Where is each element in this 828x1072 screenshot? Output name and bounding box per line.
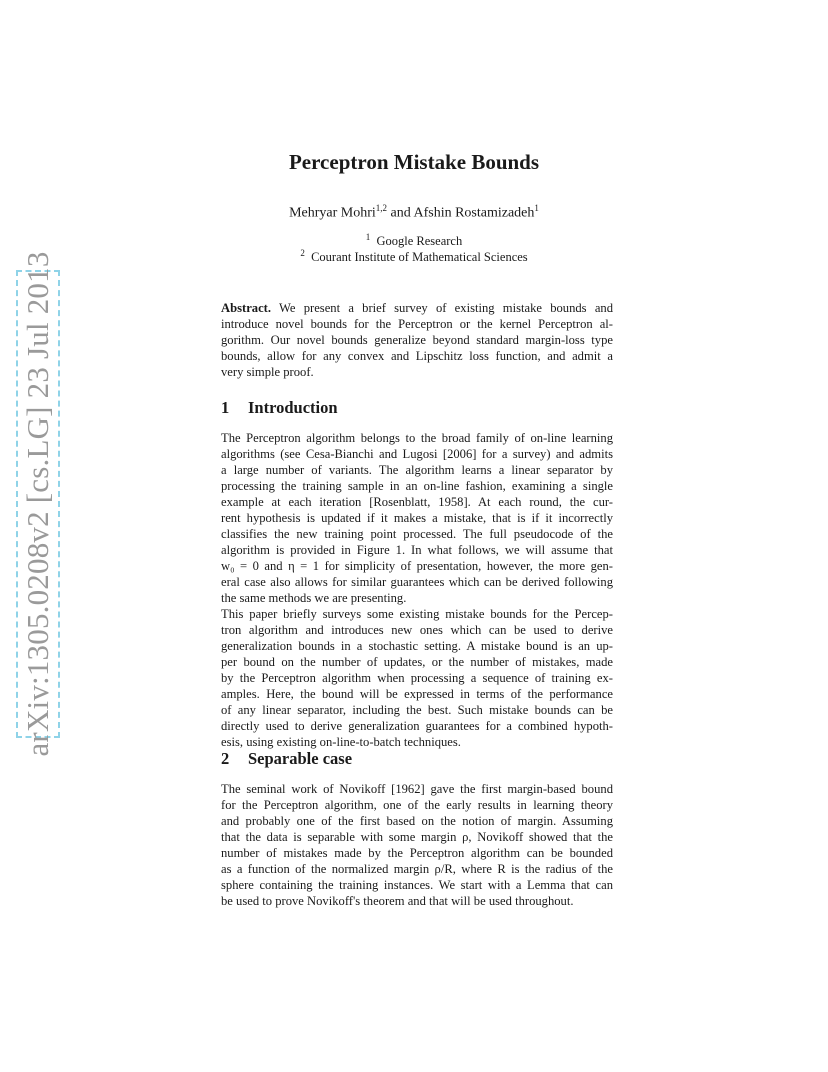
body-line: for the Perceptron algorithm, one of the early results in learning theory	[221, 798, 613, 812]
abstract-text: We present a brief survey of existing mistake bounds and	[271, 301, 613, 315]
abstract-line	[221, 300, 613, 316]
arxiv-identifier-text: arXiv:1305.0208v2 [cs.LG] 23 Jul 2013	[20, 251, 55, 757]
author-superscript: 1	[534, 203, 539, 213]
body-line: of any linear separator, including the best. Such mistake bounds can be	[221, 703, 613, 717]
body-line: and probably one of the first based on the notion of margin. Assuming	[221, 814, 613, 828]
body-line: This paper briefly surveys some existing mistake bounds for the Percep-	[221, 607, 613, 621]
body-line: amples. Here, the bound will be expressed in terms of the performance	[221, 687, 613, 701]
body-line: generalization bounds in a stochastic setting. A mistake bound is an up-	[221, 639, 613, 653]
section-title: Separable case	[248, 749, 353, 768]
body-line: processing the training sample in an on-line fashion, examining a single	[221, 479, 613, 493]
body-line: a large number of variants. The algorithm learns a linear separator by	[221, 463, 613, 477]
body-line: as a function of the normalized margin ρ/R, where R is the radius of the	[221, 862, 613, 876]
section-title: Introduction	[248, 398, 338, 417]
affiliation-superscript: 2	[300, 248, 305, 258]
body-line: example at each iteration [Rosenblatt, 1958]. At each round, the cur-	[221, 495, 613, 509]
body-line: tron algorithm and introduces new ones which can be used to derive	[221, 623, 613, 637]
introduction-body	[221, 430, 613, 750]
abstract-line: gorithm. Our novel bounds generalize beyond standard margin-loss type	[221, 333, 613, 347]
author-name: and Afshin Rostamizadeh	[387, 205, 535, 221]
body-line: esis, using existing on-line-to-batch techniques.	[221, 735, 461, 749]
body-line: per bound on the number of updates, or the number of mistakes, made	[221, 655, 613, 669]
affiliation-name: Courant Institute of Mathematical Sciences	[311, 250, 528, 265]
body-line: by the Perceptron algorithm when processing a sequence of training ex-	[221, 671, 613, 685]
author-line	[0, 203, 828, 222]
body-line: rent hypothesis is updated if it makes a mistake, that is if it incorrectly	[221, 511, 613, 525]
paper-title: Perceptron Mistake Bounds	[288, 150, 540, 174]
body-line: w₀ = 0 and η = 1 for simplicity of presentation, however, the more gen-	[221, 559, 613, 573]
author-name: Mehryar Mohri	[289, 205, 376, 221]
separable-case-body	[221, 781, 613, 909]
body-line: eral case also allows for similar guarantees which can be derived following	[221, 575, 613, 589]
body-line: number of mistakes made by the Perceptron algorithm can be bounded	[221, 846, 613, 860]
arxiv-identifier-stamp	[16, 251, 60, 757]
abstract-line: introduce novel bounds for the Perceptron or the kernel Perceptron al-	[221, 317, 613, 331]
body-line: algorithm is provided in Figure 1. In what follows, we will assume that	[221, 543, 613, 557]
affiliation-superscript: 1	[365, 232, 371, 242]
body-line: The seminal work of Novikoff [1962] gave the first margin-based bound	[221, 782, 613, 796]
section-heading-separable-case	[221, 749, 352, 769]
affiliation	[0, 232, 828, 249]
body-line: sphere containing the training instances. We start with a Lemma that can	[221, 878, 613, 892]
abstract-line: bounds, allow for any convex and Lipschitz loss function, and admit a	[221, 349, 613, 363]
abstract-label: Abstract.	[221, 301, 272, 315]
body-line: that the data is separable with some margin ρ, Novikoff showed that the	[221, 830, 613, 844]
body-line: be used to prove Novikoff's theorem and that will be used throughout.	[221, 894, 574, 908]
section-number: 2	[221, 749, 230, 768]
affiliation	[0, 248, 828, 265]
abstract-line: very simple proof.	[221, 365, 314, 379]
affiliation-name: Google Research	[376, 234, 463, 249]
body-line: directly used to derive generalization guarantees for a combined hypoth-	[221, 719, 613, 733]
abstract	[221, 300, 613, 380]
body-line: The Perceptron algorithm belongs to the broad family of on-line learning	[221, 431, 613, 445]
body-line: the same methods we are presenting.	[221, 591, 407, 605]
section-heading-introduction	[221, 398, 338, 418]
author-superscript: 1,2	[375, 203, 388, 213]
body-line: algorithms (see Cesa-Bianchi and Lugosi [2006] for a survey) and admits	[221, 447, 613, 461]
body-line: classifies the new training point processed. The full pseudocode of the	[221, 527, 613, 541]
section-number: 1	[221, 398, 230, 417]
